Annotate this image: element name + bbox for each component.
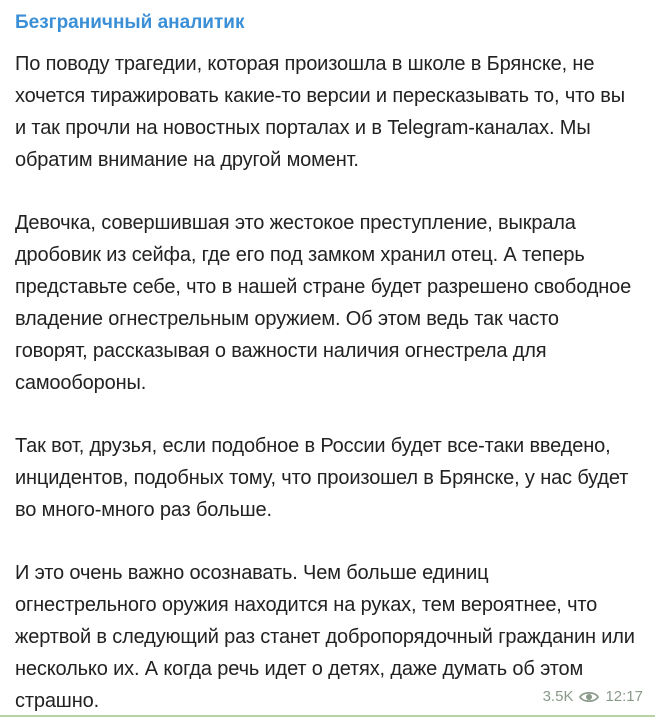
eye-icon xyxy=(579,690,599,704)
view-count: 3.5K xyxy=(542,688,574,705)
message-meta xyxy=(543,688,643,705)
message-text xyxy=(15,48,635,717)
message-time: 12:17 xyxy=(605,688,643,705)
paragraph: Девочка, совершившая это жестокое преступление, выкрала дробовик из сейфа, где его под замком хранил отец. А теперь представьте себе, что в нашей стране будет разрешено свободное владение огнестрельным оружием. Об этом ведь так часто говорят, рассказывая о важности наличия огнестрела для самообороны. xyxy=(15,212,632,394)
paragraph: По поводу трагедии, которая произошла в школе в Брянске, не хочется тиражировать какие-то версии и пересказывать то, что вы и так прочли на новостных порталах и в Telegram-каналах. Мы обратим внимание на другой момент. xyxy=(15,53,625,171)
channel-name[interactable]: Безграничный аналитик xyxy=(15,12,245,33)
paragraph: И это очень важно осознавать. Чем больше единиц огнестрельного оружия находится на руках, тем вероятнее, что жертвой в следующий раз станет добропорядочный гражданин или несколько их. А когда речь идет о детях, даже думать об этом страшно. xyxy=(15,562,635,712)
paragraph: Так вот, друзья, если подобное в России будет все-таки введено, инцидентов, подобных тому, что произошел в Брянске, у нас будет во много-много раз больше. xyxy=(15,435,629,521)
